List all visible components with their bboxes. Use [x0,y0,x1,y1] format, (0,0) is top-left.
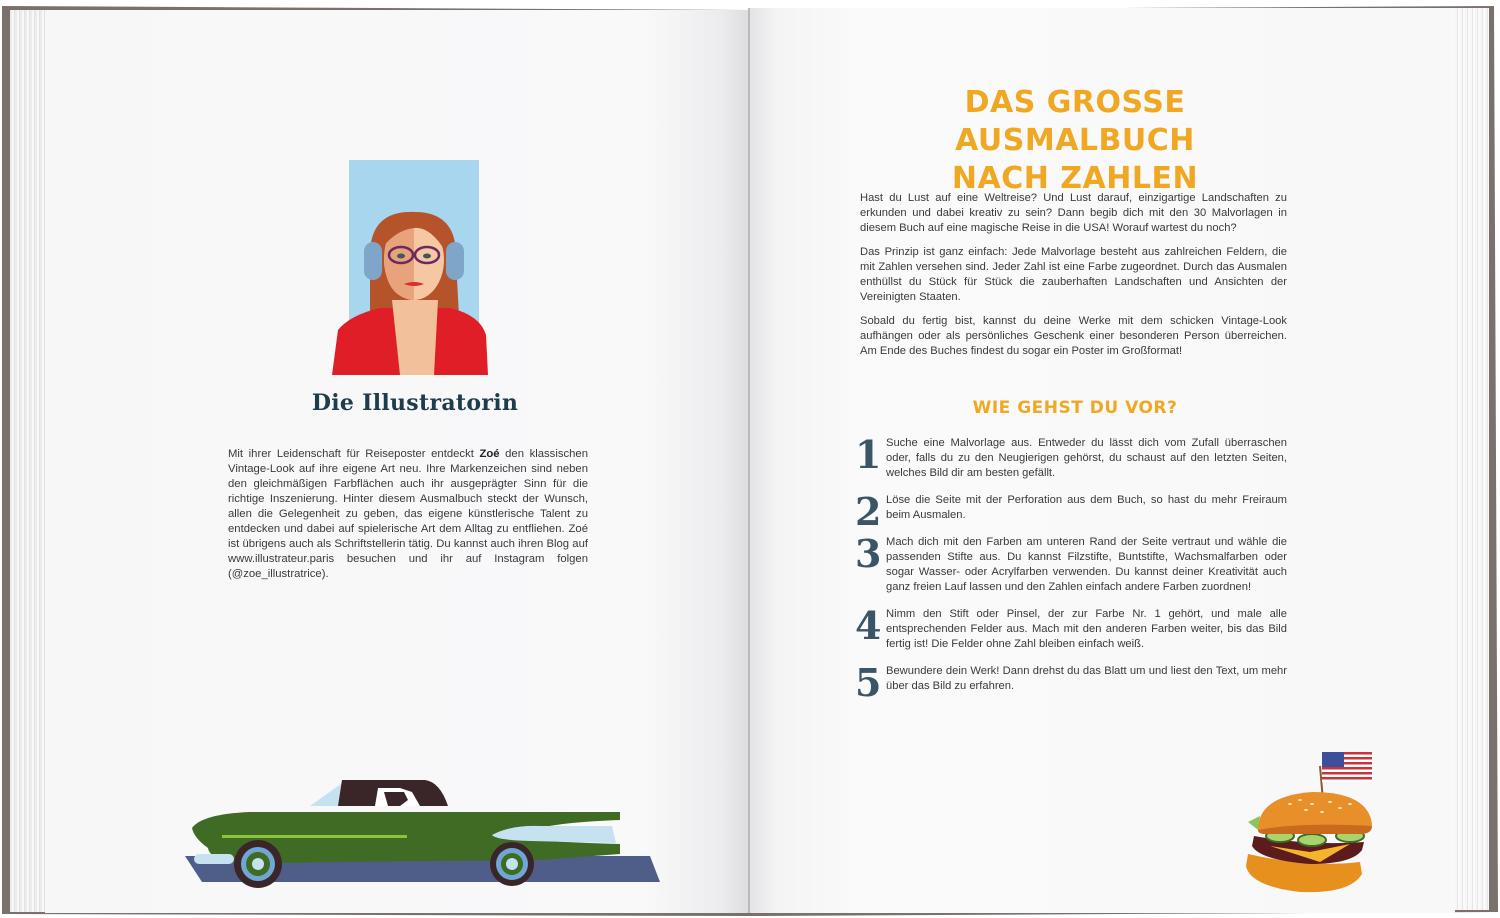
intro-paragraph: Das Prinzip ist ganz einfach: Jede Malvorlage besteht aus zahlreichen Feldern, die mit Zahlen versehen sind. Jeder Zahl ist eine Farbe zugeordnet. Durch das Ausmalen enthüllst du Stück für Stück die zauberhaften Landschaften und Ansichten der Vereinigten Staaten. [860,246,1287,303]
right-page [750,8,1455,913]
step-item [855,432,1287,481]
illustrator-name: Zoé [479,448,500,460]
intro-paragraph: Sobald du fertig bist, kannst du deine Werke mit dem schicken Vintage-Look aufhängen oder als persönliches Geschenk einer besonderen Person überreichen. Am Ende des Buches findest du sogar ein Poster im Großformat! [860,315,1287,357]
book-title [855,84,1295,198]
vintage-car-illustration [180,778,660,890]
book-title-line-1: DAS GROSSE AUSMALBUCH [955,85,1195,158]
intro-text [860,191,1287,368]
step-text: Nimm den Stift oder Pinsel, der zur Farbe Nr. 1 gehört, und male alle entsprechenden Felder aus. Mach mit den anderen Farben weiter, bis das Bild fertig ist! Die Felder ohne Zahl bleiben einfach weiß. [886,608,1287,650]
book-title-line-2: NACH ZAHLEN [951,161,1199,196]
step-number: 1 [855,432,882,477]
step-text: Bewundere dein Werk! Dann drehst du das Blatt um und liest den Text, um mehr über das Bild zu erfahren. [886,665,1287,692]
step-item [855,660,1287,705]
intro-paragraph: Hast du Lust auf eine Weltreise? Und Lust darauf, einzigartige Landschaften zu erkunden und dabei kreativ zu sein? Dann begib dich mit den 30 Malvorlagen in diesem Buch auf eine magische Reise in die USA! Worauf wartest du noch? [860,192,1287,234]
how-to-heading: WIE GEHST DU VOR? [972,398,1178,418]
burger-illustration [1240,746,1390,896]
step-text: Suche eine Malvorlage aus. Entweder du lässt dich vom Zufall überraschen oder, falls du zu den Neugierigen gehörst, du schaust auf den letzten Seiten, welches Bild dir am besten gefällt. [886,437,1287,479]
step-number: 5 [855,660,882,705]
step-text: Löse die Seite mit der Perforation aus dem Buch, so hast du mehr Freiraum beim Ausmalen. [886,494,1287,521]
page-edges-right [1455,8,1489,910]
bio-text-end: den klassischen Vintage-Look auf ihre eigene Art neu. Ihre Markenzeichen sind neben den gleichmäßigen Farbflächen auch ihr ausgeprägter Sinn für die richtige Inszenierung. Hinter diesem Ausmalbuch steckt der Wunsch, allen die Gelegenheit zu geben, das eigene künstlerische Talent zu entdecken und dabei auf spielerische Art dem Alltag zu entfliehen. Zoé ist übrigens auch als Schriftstellerin tätig. Du kannst auch ihren Blog auf www.illustrateur.paris besuchen und ihr auf Instagram folgen (@zoe_illustratrice). [228,448,588,580]
step-number: 3 [855,531,882,576]
illustrator-title: Die Illustratorin [311,390,519,416]
illustrator-portrait [330,160,490,375]
step-item [855,489,1287,534]
illustrator-bio [228,447,588,582]
step-number: 2 [855,489,882,534]
bio-text-start: Mit ihrer Leidenschaft für Reiseposter entdeckt [228,448,480,460]
step-number: 4 [855,603,882,648]
step-text: Mach dich mit den Farben am unteren Rand der Seite vertraut und wähle die passenden Stifte aus. Du kannst Filzstifte, Buntstifte, Wachsmalfarben oder sogar Wasser- oder Acrylfarben verwenden. Du kannst deiner Kreativität auch ganz freien Lauf lassen und den Zahlen einfach andere Farben zuordnen! [886,536,1287,593]
steps-list [855,428,1287,705]
page-edges-left [10,10,48,912]
step-item [855,603,1287,652]
step-item [855,531,1287,595]
left-page [45,10,750,913]
